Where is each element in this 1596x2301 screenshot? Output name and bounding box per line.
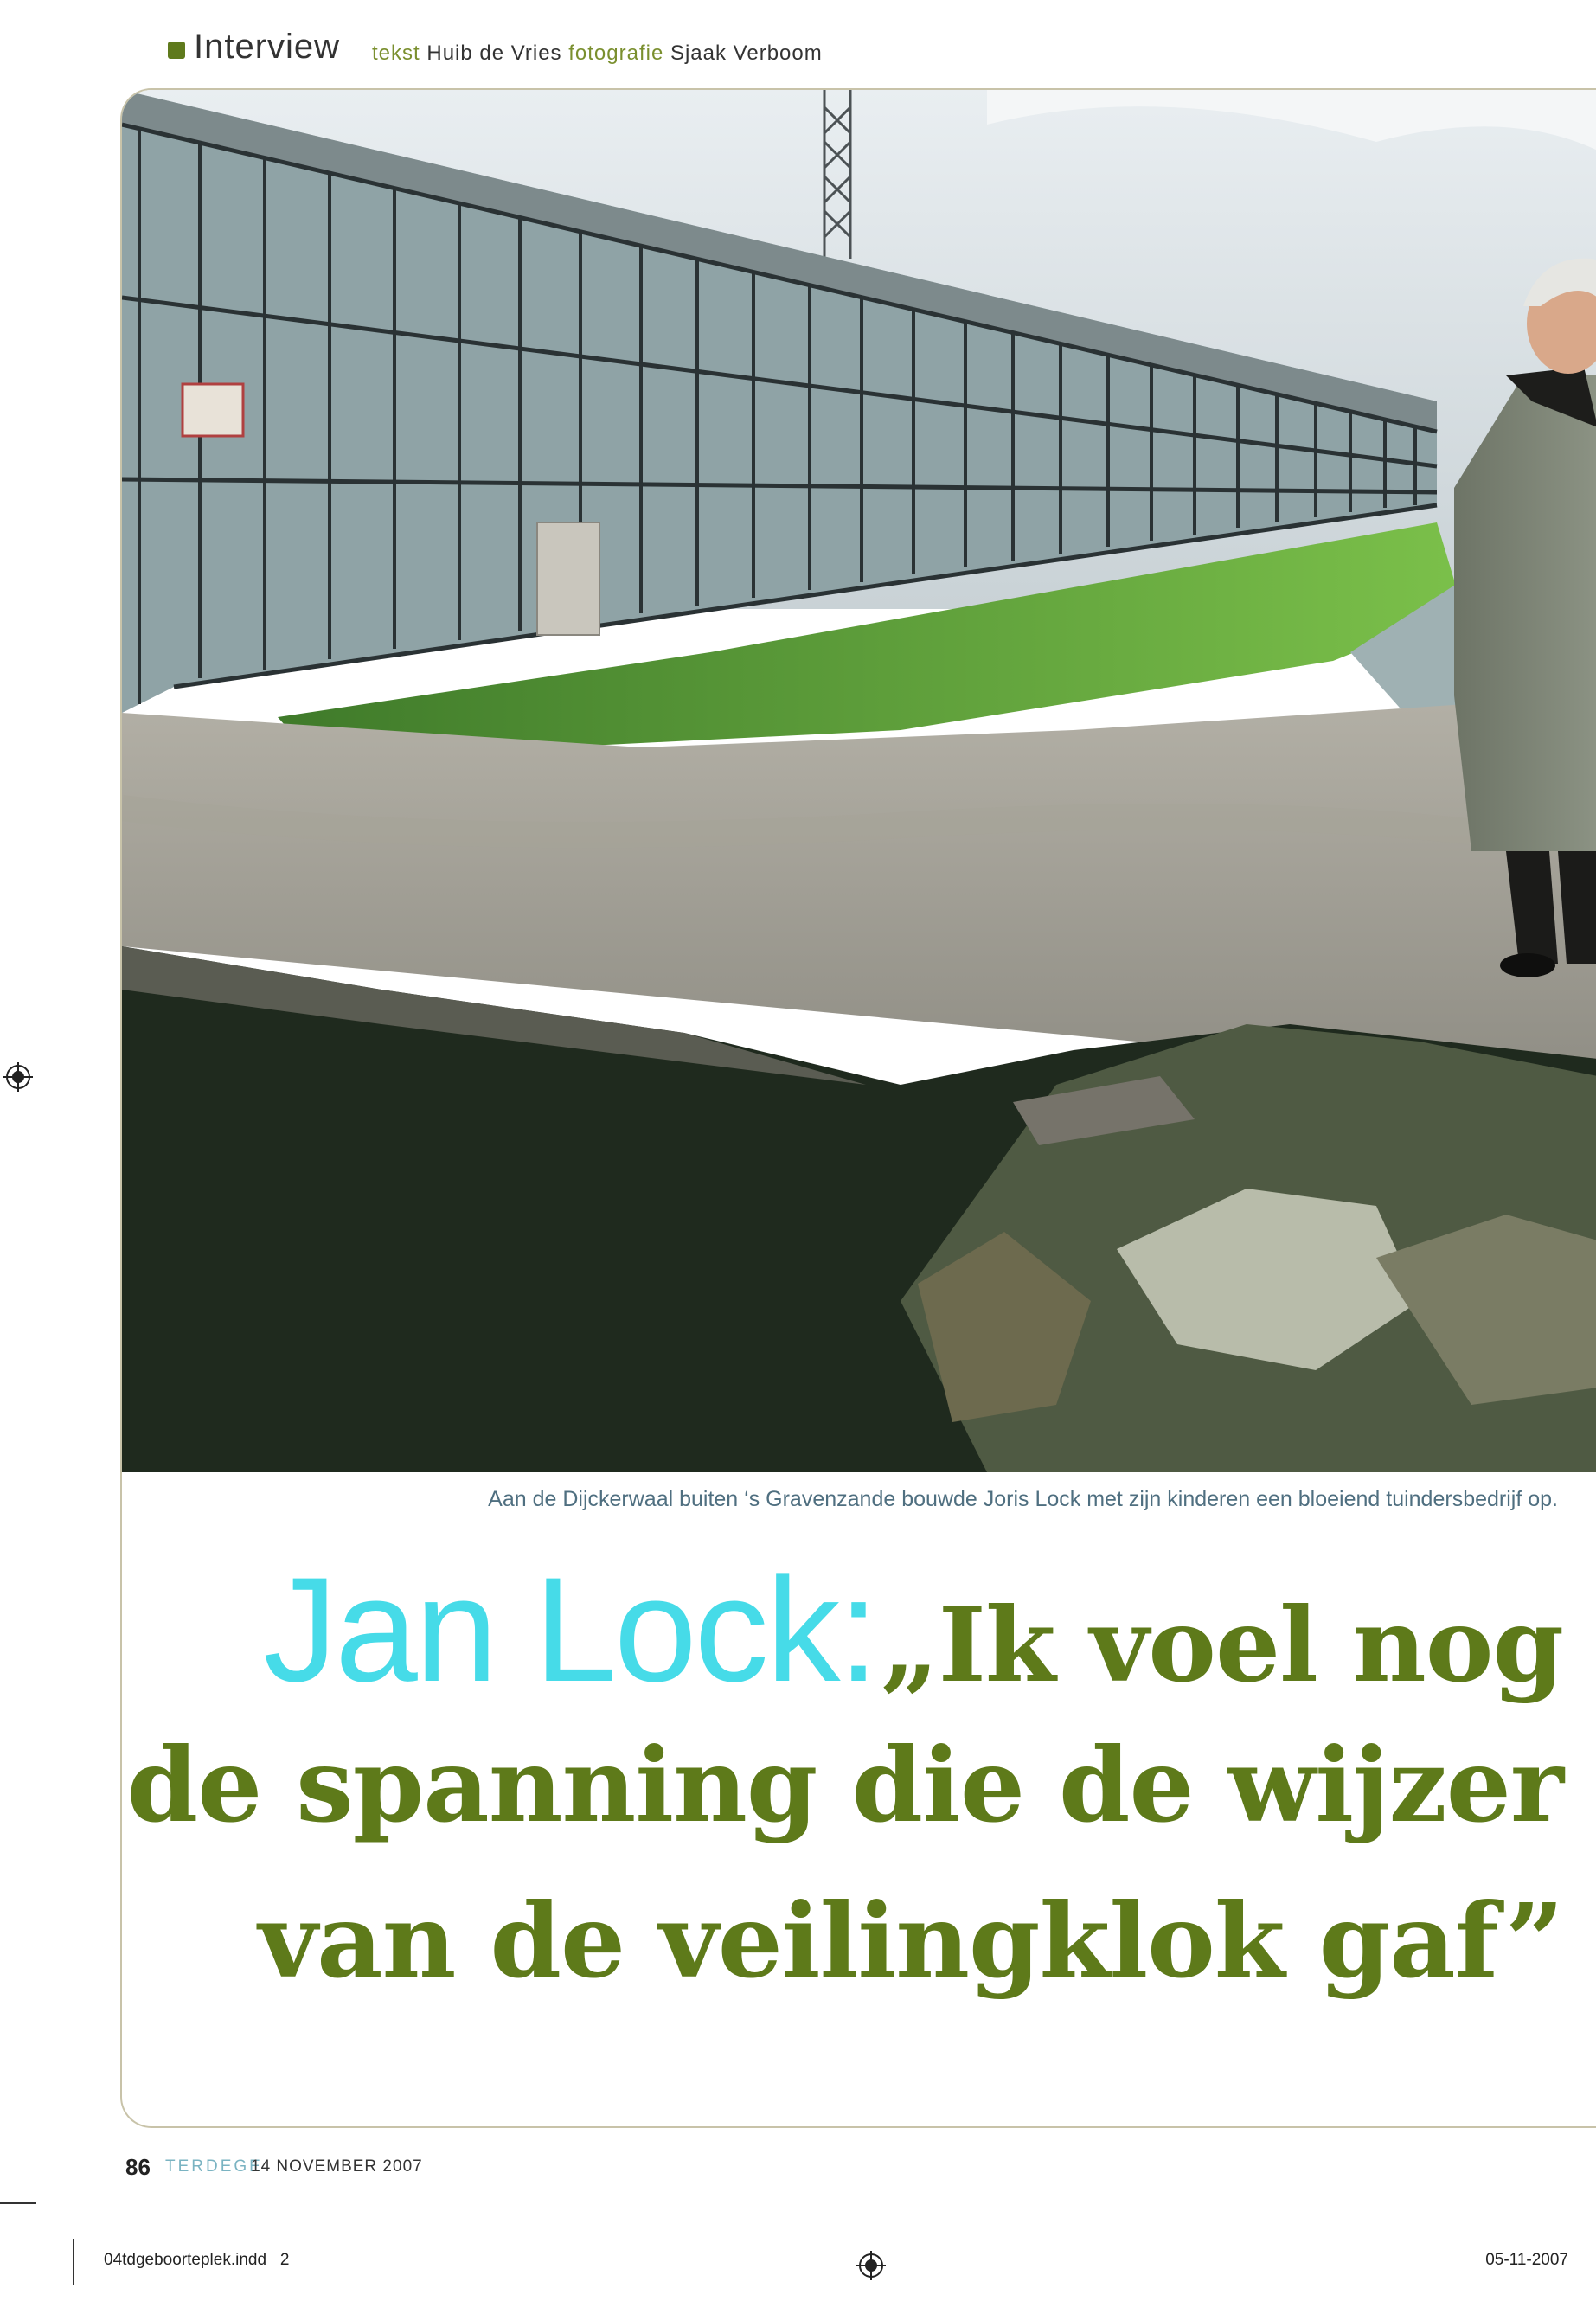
issue-date: 14 NOVEMBER 2007 <box>251 2157 423 2176</box>
credits <box>372 43 823 64</box>
photographer-name: Sjaak Verboom <box>670 42 823 65</box>
magazine-name: TERDEGE <box>165 2157 263 2176</box>
author-name: Huib de Vries <box>426 42 562 65</box>
headline-quote-3: van de veilingklok gaf” <box>258 1881 1563 2001</box>
section-label: Interview <box>194 28 341 66</box>
text-credit-label: tekst <box>372 42 420 65</box>
section-marker-icon <box>168 42 185 59</box>
print-date: 05-11-2007 <box>1485 2251 1568 2269</box>
registration-mark-icon <box>856 2251 886 2280</box>
headline-name: Jan Lock: <box>263 1547 877 1713</box>
article-frame <box>120 88 1596 2128</box>
headline-line-1 <box>127 1547 1563 1713</box>
registration-mark-icon <box>3 1062 33 1092</box>
crop-mark <box>0 2202 36 2204</box>
headline <box>126 1547 1563 2019</box>
headline-quote-2: de spanning die de wijzer <box>126 1725 1563 1845</box>
photo-caption: Aan de Dijckerwaal buiten ‘s Gravenzande bouwde Joris Lock met zijn kinderen een bloeiend tuindersbedrijf op. <box>488 1487 1558 1511</box>
crop-mark <box>73 2239 74 2285</box>
print-file-name: 04tdgeboorteplek.indd 2 <box>104 2251 290 2269</box>
feature-photo <box>122 90 1596 1472</box>
photo-credit-label: fotografie <box>568 42 664 65</box>
page-number: 86 <box>125 2154 151 2180</box>
headline-quote-1: „Ik voel nog <box>880 1585 1563 1705</box>
